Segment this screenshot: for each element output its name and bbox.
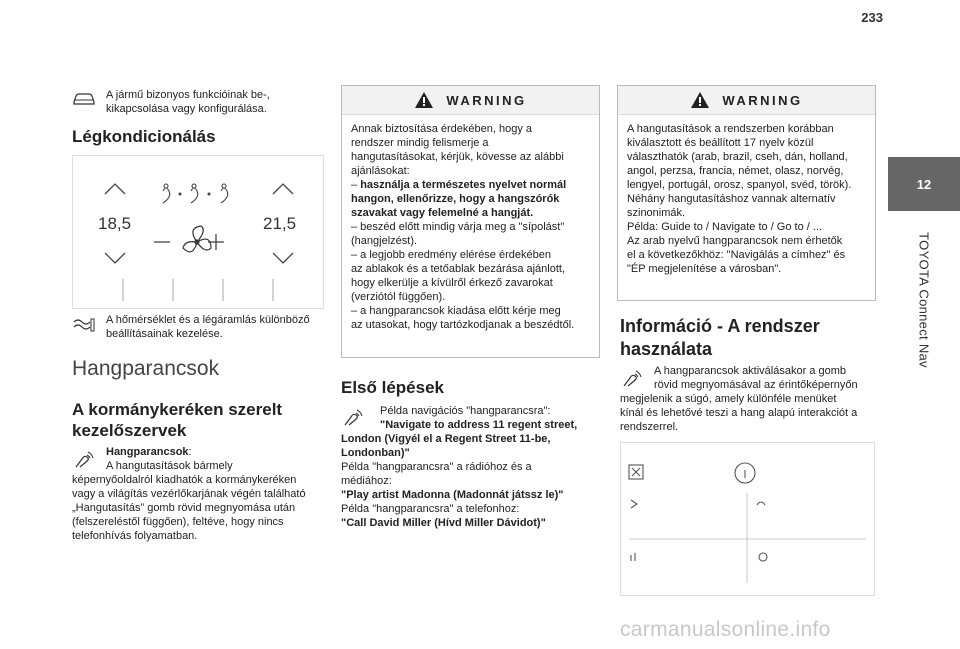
first-steps-line: Példa navigációs "hangparancsra": [380, 405, 551, 417]
warning-line: az utasokat, hogy tartózkodjanak a beszédtől. [351, 319, 575, 331]
warning-line: hangon, ellenőrizze, hogy a hangszórók [351, 193, 560, 205]
warning-line: el a következőkhöz: "Navigálás a címhez" és [627, 249, 846, 261]
heading-info: Információ - A rendszer használata [620, 316, 820, 359]
heading-climate: Légkondicionálás [72, 127, 216, 146]
chapter-title: TOYOTA Connect Nav [916, 232, 932, 368]
first-steps-line: Londonban)" [341, 447, 410, 459]
warning-line: lengyel, portugál, orosz, spanyol, svéd, török). [627, 179, 852, 191]
warning-line: rendszer mindig felismerje a [351, 137, 489, 149]
warning-line: Annak biztosítása érdekében, hogy a [351, 123, 533, 135]
warning-line: – a legjobb eredmény elérése érdekében [351, 249, 551, 261]
first-steps-line: "Navigate to address 11 regent street, [380, 419, 578, 431]
warning-line: hogy elkerülje a kívülről érkező zavarokat [351, 277, 553, 289]
help-screen-panel [620, 442, 875, 596]
first-steps-line: Példa "hangparancsra" a rádióhoz és a [341, 461, 532, 473]
climate-panel [72, 155, 324, 309]
warning-line: – használja a természetes nyelvet normál [351, 179, 567, 191]
warning-line: az ablakok és a tetőablak bezárása ajánlott, [351, 263, 566, 275]
climate-caption: A hőmérséklet és a légáramlás különböző beállításainak kezelése. [106, 314, 310, 340]
warning-header-1: WARNING [342, 86, 599, 115]
first-steps-line: médiához: [341, 475, 392, 487]
page-number: 233 [861, 10, 883, 25]
chapter-side-tab [888, 0, 960, 649]
first-steps-line: "Play artist Madonna (Madonnát játssz le)" [341, 489, 564, 501]
warning-line: kiválasztott és beállított 17 nyelv közül [627, 137, 814, 149]
first-steps-text [341, 404, 601, 530]
warning-body-2 [618, 115, 875, 282]
warning-line: (verziótól függően). [351, 291, 446, 303]
warning-line: "ÉP megjelenítése a városban". [627, 263, 782, 275]
warning-line: választhatók (arab, brazil, cseh, dán, holland, [627, 151, 848, 163]
warning-box-2 [617, 85, 876, 301]
warning-line: hangutasításokat, kérjük, kövesse az alábbi [351, 151, 564, 163]
warning-line: ajánlásokat: [351, 165, 410, 177]
fan-icon [183, 226, 211, 252]
warning-header-2: WARNING [618, 86, 875, 115]
warning-line: Néhány hangutasításhoz vannak alternatív [627, 193, 836, 205]
warning-line: (hangjelzést). [351, 235, 418, 247]
warning-line: Az arab nyelvű hangparancsok nem érhetők [627, 235, 843, 247]
temp-left: 18,5 [98, 214, 132, 233]
warning-box-1 [341, 85, 600, 358]
warning-line: – beszéd előtt mindig várja meg a "sípolást" [351, 221, 565, 233]
car-icon [72, 91, 96, 112]
first-steps-line: London (Vigyél el a Regent Street 11-be, [341, 433, 551, 445]
heading-first-steps: Első lépések [341, 378, 445, 397]
chapter-number: 12 [888, 157, 960, 211]
temp-right: 21,5 [263, 214, 297, 233]
intro-text: A jármű bizonyos funkcióinak be-, kikapcsolása vagy konfigurálása. [106, 89, 270, 115]
warning-line: – a hangparancsok kiadása előtt kérje meg [351, 305, 561, 317]
watermark: carmanualsonline.info [620, 618, 831, 641]
first-steps-line: "Call David Miller (Hívd Miller Dávidot)" [341, 517, 546, 529]
warning-line: szavakat vagy felemelné a hangját. [351, 207, 534, 219]
warning-icon [414, 91, 434, 109]
voice-commands-block: Hangparancsok: A hangutasítások bármely képernyőoldalról kiadhatók a kormánykeréken vagy a világítás vezérlőkarjának végén található „Hangutasítás” gomb rövid megnyomása után (felszereléstől függően), feltéve, hogy nincs telefonhívás folyamatban. [72, 446, 306, 542]
warning-line: szinonimák. [627, 207, 686, 219]
warning-line: Példa: Guide to / Navigate to / Go to / ... [627, 221, 823, 233]
first-steps-line: Példa "hangparancsra" a telefonhoz: [341, 503, 520, 515]
section-title: Hangparancsok [72, 357, 220, 380]
warning-body-1 [342, 115, 599, 338]
warning-line: angol, perzsa, francia, német, olasz, norvég, [627, 165, 844, 177]
climate-icon [72, 316, 96, 339]
subheading-steering: A kormánykeréken szerelt kezelőszervek [72, 400, 283, 440]
warning-icon [690, 91, 710, 109]
warning-line: A hangutasítások a rendszerben korábban [627, 123, 834, 135]
voice-bold: Hangparancsok [106, 446, 189, 458]
info-text: A hangparancsok aktiválásakor a gomb rövid megnyomásával az érintőképernyőn megjelenik a súgó, amely különféle menüket kínál és lehetővé teszi a hang alapú interakciót a rendszerrel. [620, 365, 858, 433]
